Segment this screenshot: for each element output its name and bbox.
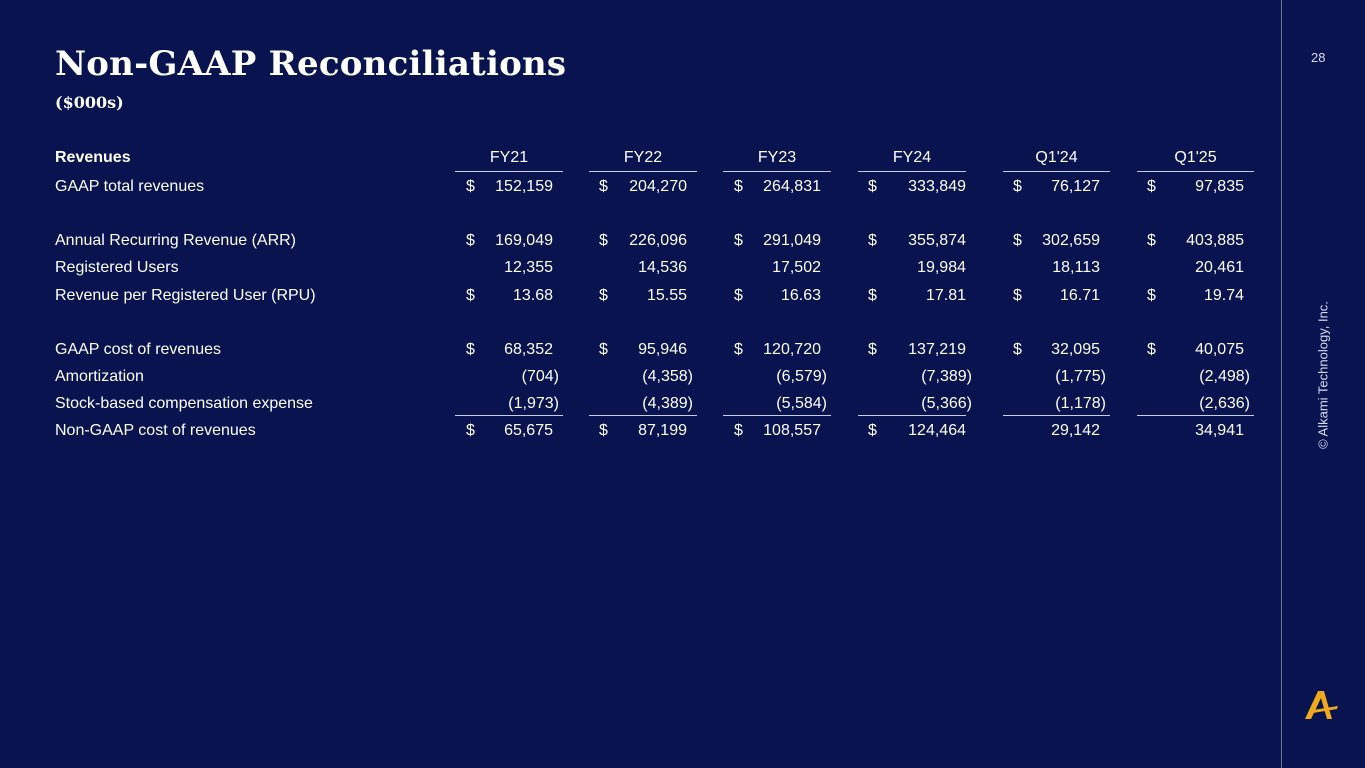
page-number: 28: [1311, 50, 1326, 65]
table-cell-value: 20,461: [1195, 259, 1244, 276]
currency-symbol: $: [734, 341, 743, 358]
currency-symbol: $: [1147, 287, 1156, 304]
column-header-q125: Q1'25: [1174, 149, 1217, 166]
currency-symbol: $: [734, 287, 743, 304]
table-cell-value: 87,199: [638, 422, 687, 439]
table-cell-value: 17.81: [925, 287, 966, 304]
currency-symbol: $: [599, 287, 608, 304]
column-header-fy24: FY24: [892, 149, 932, 166]
page-title: Non-GAAP Reconciliations: [55, 44, 567, 84]
currency-symbol: $: [466, 178, 475, 195]
table-cell-value: (5,366): [921, 395, 972, 412]
header-underline: [1137, 171, 1254, 172]
column-header-fy21: FY21: [489, 149, 529, 166]
table-cell-value: 32,095: [1051, 341, 1100, 358]
table-cell-value: 29,142: [1051, 422, 1100, 439]
currency-symbol: $: [599, 232, 608, 249]
table-cell-value: (4,358): [642, 368, 693, 385]
table-cell-value: 16.63: [780, 287, 821, 304]
currency-symbol: $: [1147, 232, 1156, 249]
table-cell-value: 17,502: [772, 259, 821, 276]
currency-symbol: $: [1013, 287, 1022, 304]
subtotal-rule: [1003, 415, 1110, 416]
table-cell-value: 68,352: [504, 341, 553, 358]
currency-symbol: $: [599, 341, 608, 358]
copyright-text: © Alkami Technology, Inc.: [1315, 301, 1331, 449]
table-cell-value: (2,498): [1199, 368, 1250, 385]
header-underline: [858, 171, 966, 172]
row-label: Annual Recurring Revenue (ARR): [55, 232, 296, 249]
table-cell-value: (1,178): [1055, 395, 1106, 412]
row-label: GAAP cost of revenues: [55, 341, 222, 358]
currency-symbol: $: [466, 232, 475, 249]
currency-symbol: $: [466, 422, 475, 439]
table-cell-value: 15.55: [646, 287, 687, 304]
table-cell-value: 124,464: [908, 422, 966, 439]
column-header-fy22: FY22: [623, 149, 663, 166]
currency-symbol: $: [1013, 341, 1022, 358]
table-cell-value: 226,096: [629, 232, 687, 249]
table-cell-value: 152,159: [495, 178, 553, 195]
column-header-fy23: FY23: [757, 149, 797, 166]
table-cell-value: 204,270: [629, 178, 687, 195]
table-cell-value: 108,557: [763, 422, 821, 439]
table-cell-value: (2,636): [1199, 395, 1250, 412]
row-label: Stock-based compensation expense: [55, 395, 313, 412]
table-cell-value: (4,389): [642, 395, 693, 412]
row-label: Registered Users: [55, 259, 179, 276]
table-cell-value: 34,941: [1195, 422, 1244, 439]
table-cell-value: 76,127: [1051, 178, 1100, 195]
currency-symbol: $: [599, 422, 608, 439]
table-cell-value: 264,831: [763, 178, 821, 195]
header-underline: [1003, 171, 1110, 172]
vertical-divider: [1281, 0, 1282, 768]
currency-symbol: $: [466, 287, 475, 304]
currency-symbol: $: [868, 287, 877, 304]
currency-symbol: $: [466, 341, 475, 358]
table-cell-value: 14,536: [638, 259, 687, 276]
table-cell-value: 16.71: [1059, 287, 1100, 304]
page-subtitle: ($000s): [55, 93, 124, 112]
table-cell-value: 291,049: [763, 232, 821, 249]
currency-symbol: $: [734, 178, 743, 195]
table-cell-value: 40,075: [1195, 341, 1244, 358]
subtotal-rule: [589, 415, 697, 416]
table-cell-value: (7,389): [921, 368, 972, 385]
subtotal-rule: [723, 415, 831, 416]
table-cell-value: 355,874: [908, 232, 966, 249]
header-underline: [455, 171, 563, 172]
currency-symbol: $: [1147, 178, 1156, 195]
header-underline: [589, 171, 697, 172]
currency-symbol: $: [868, 178, 877, 195]
table-cell-value: 169,049: [495, 232, 553, 249]
table-cell-value: 65,675: [504, 422, 553, 439]
table-cell-value: 19,984: [917, 259, 966, 276]
table-cell-value: 13.68: [512, 287, 553, 304]
table-cell-value: (6,579): [776, 368, 827, 385]
table-cell-value: 120,720: [763, 341, 821, 358]
currency-symbol: $: [868, 422, 877, 439]
currency-symbol: $: [734, 232, 743, 249]
table-cell-value: 18,113: [1052, 259, 1100, 276]
table-cell-value: 97,835: [1195, 178, 1244, 195]
currency-symbol: $: [1147, 341, 1156, 358]
header-underline: [723, 171, 831, 172]
currency-symbol: $: [1013, 232, 1022, 249]
alkami-logo-icon: [1302, 688, 1340, 720]
table-cell-value: (5,584): [776, 395, 827, 412]
table-cell-value: 137,219: [908, 341, 966, 358]
table-cell-value: (1,973): [508, 395, 559, 412]
table-cell-value: 12,355: [504, 259, 553, 276]
subtotal-rule: [858, 415, 966, 416]
currency-symbol: $: [868, 341, 877, 358]
row-label: Revenue per Registered User (RPU): [55, 287, 316, 304]
subtotal-rule: [455, 415, 563, 416]
row-label: Amortization: [55, 368, 144, 385]
table-cell-value: (1,775): [1055, 368, 1106, 385]
table-cell-value: (704): [521, 368, 559, 385]
row-label: GAAP total revenues: [55, 178, 205, 195]
table-header-label: Revenues: [55, 149, 131, 166]
table-cell-value: 333,849: [908, 178, 966, 195]
currency-symbol: $: [734, 422, 743, 439]
column-header-q124: Q1'24: [1035, 149, 1078, 166]
subtotal-rule: [1137, 415, 1254, 416]
currency-symbol: $: [599, 178, 608, 195]
currency-symbol: $: [868, 232, 877, 249]
row-label: Non-GAAP cost of revenues: [55, 422, 256, 439]
currency-symbol: $: [1013, 178, 1022, 195]
table-cell-value: 19.74: [1203, 287, 1244, 304]
table-cell-value: 302,659: [1042, 232, 1100, 249]
table-cell-value: 403,885: [1186, 232, 1244, 249]
table-cell-value: 95,946: [638, 341, 687, 358]
